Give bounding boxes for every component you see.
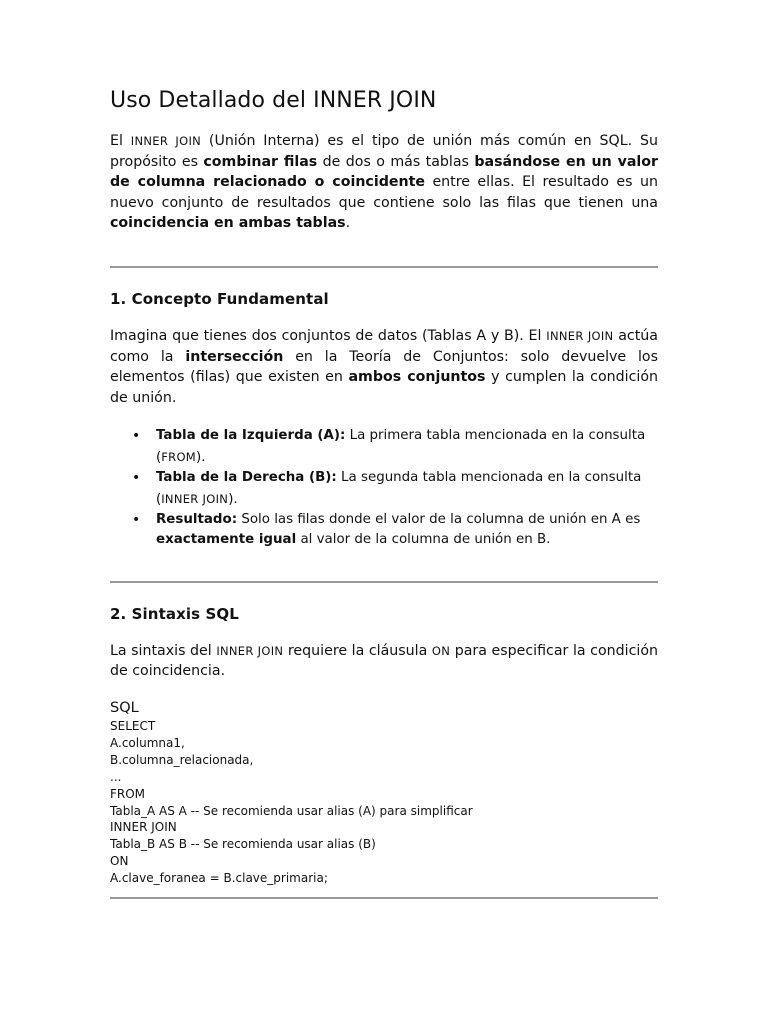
document-page bbox=[110, 88, 658, 899]
list-item-text: La primera tabla mencionada en la consulta ( bbox=[156, 428, 646, 465]
code-language-label: SQL bbox=[110, 699, 139, 716]
list-item-bold: exactamente igual bbox=[156, 532, 297, 548]
code-line: ON bbox=[110, 854, 129, 869]
intro-inner-join-term: INNER JOIN bbox=[130, 134, 202, 148]
section-divider bbox=[110, 897, 658, 899]
intro-text: entre ellas. El resultado es un nuevo conjunto de resultados que contiene solo las filas que tienen una bbox=[110, 174, 658, 211]
list-item bbox=[110, 468, 658, 510]
section1-text: Imagina que tienes dos conjuntos de datos (Tablas A y B). El bbox=[110, 327, 547, 344]
section1-text: en la Teoría de Conjuntos: solo devuelve los elementos (filas) que existen en bbox=[110, 348, 659, 386]
section1-bold-ambos-conjuntos: ambos conjuntos bbox=[348, 369, 486, 386]
list-item-text: ). bbox=[196, 449, 206, 465]
list-item-keyword: INNER JOIN bbox=[161, 491, 229, 506]
code-line: ... bbox=[110, 769, 122, 784]
page-title: Uso Detallado del INNER JOIN bbox=[110, 88, 437, 113]
concept-bullet-list bbox=[110, 426, 658, 550]
intro-bold-combinar-filas: combinar filas bbox=[203, 153, 318, 170]
section1-paragraph bbox=[110, 326, 658, 408]
list-item-text: Solo las filas donde el valor de la columna de unión en A es bbox=[237, 511, 641, 527]
sql-code-block bbox=[110, 718, 658, 887]
section1-bold-interseccion: intersección bbox=[185, 348, 284, 365]
section1-heading: 1. Concepto Fundamental bbox=[110, 289, 329, 308]
list-item-term: Tabla de la Derecha (B): bbox=[156, 470, 337, 486]
section1-inner-join-term: INNER JOIN bbox=[546, 328, 614, 343]
list-item-text: ). bbox=[228, 491, 238, 507]
code-line: SELECT bbox=[110, 718, 156, 733]
intro-bold-basandose: basándose en un valor de columna relacionado o coincidente bbox=[110, 153, 658, 191]
bullet-icon: • bbox=[132, 470, 141, 487]
bullet-icon: • bbox=[132, 428, 141, 445]
intro-paragraph bbox=[110, 131, 658, 234]
list-item-text: al valor de la columna de unión en B. bbox=[296, 532, 551, 548]
bullet-icon: • bbox=[132, 511, 141, 528]
section2-text: requiere la cláusula bbox=[283, 642, 432, 659]
code-line: Tabla_B AS B -- Se recomienda usar alias (B) bbox=[110, 837, 376, 852]
intro-text: . bbox=[345, 215, 351, 232]
intro-bold-coincidencia: coincidencia en ambas tablas bbox=[110, 215, 346, 232]
section2-inner-join-term: INNER JOIN bbox=[216, 643, 284, 658]
list-item-text: La segunda tabla mencionada en la consulta ( bbox=[156, 470, 642, 507]
code-line: A.clave_foranea = B.clave_primaria; bbox=[110, 871, 328, 886]
section2-heading: 2. Sintaxis SQL bbox=[110, 604, 239, 623]
section2-text: para especificar la condición de coincidencia. bbox=[110, 642, 658, 680]
code-line: Tabla_A AS A -- Se recomienda usar alias (A) para simplificar bbox=[110, 803, 473, 818]
section1-text: y cumplen la condición de unión. bbox=[110, 369, 658, 406]
intro-text: El bbox=[110, 133, 131, 149]
section1-text: actúa como la bbox=[110, 327, 658, 365]
list-item-term: Resultado: bbox=[156, 511, 238, 527]
code-line: A.columna1, bbox=[110, 735, 185, 750]
code-line: B.columna_relacionada, bbox=[110, 752, 254, 767]
intro-text: (Unión Interna) es el tipo de unión más común en SQL. Su propósito es bbox=[110, 133, 658, 170]
list-item bbox=[110, 510, 658, 551]
intro-text: de dos o más tablas bbox=[317, 153, 475, 170]
section2-paragraph bbox=[110, 641, 658, 682]
list-item bbox=[110, 426, 658, 468]
code-line: INNER JOIN bbox=[110, 820, 177, 835]
section2-text: La sintaxis del bbox=[110, 642, 217, 659]
list-item-term: Tabla de la Izquierda (A): bbox=[156, 428, 346, 444]
code-line: FROM bbox=[110, 786, 146, 801]
section2-on-term: ON bbox=[431, 643, 451, 658]
list-item-keyword: FROM bbox=[161, 449, 197, 464]
